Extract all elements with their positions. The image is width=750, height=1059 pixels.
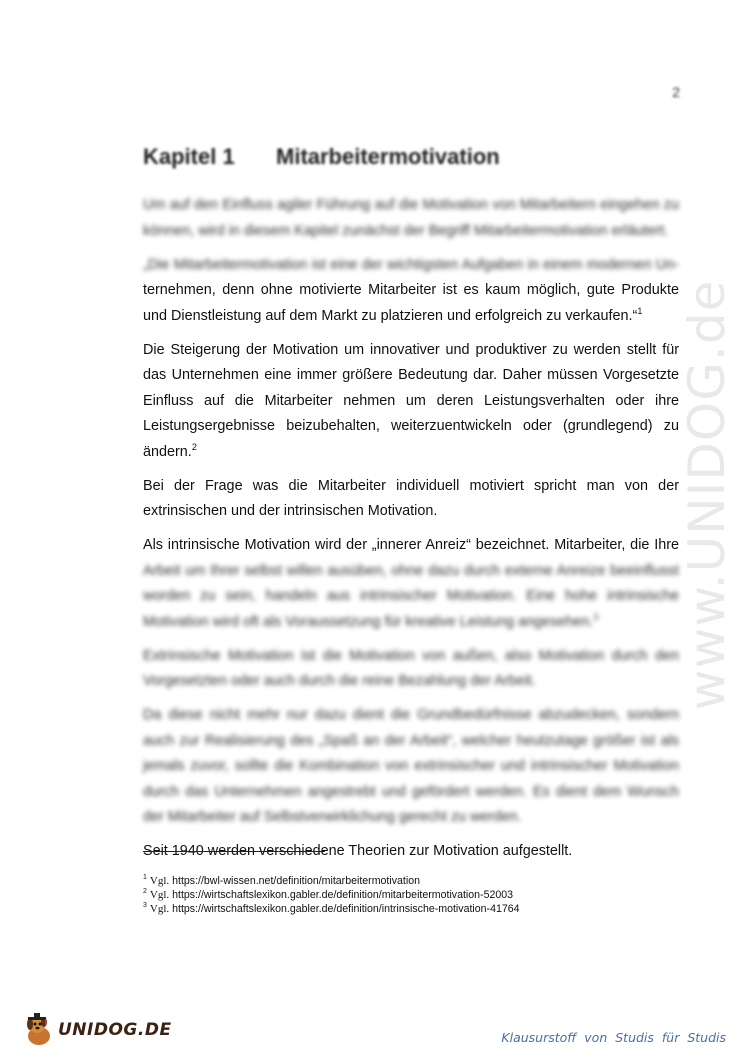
footnote-ref-2: 2 [191, 441, 197, 452]
dog-mascot-icon [22, 1012, 56, 1048]
footnotes [143, 874, 703, 916]
footnote-link[interactable]: https://bwl-wissen.net/definition/mitarbeitermotivation [172, 875, 420, 887]
paragraph-grundbeduerfnisse: Da diese nicht mehr nur dazu dient die Grundbedürfnisse abzudecken, sondern auch zur Realisierung des „Spaß an der Arbeit“, welcher heutzutage größer ist als jemals zuvor, sollte die Kombination von extrinsischer und intrinsischer Motivation durch das Unternehmen angestrebt und gefördert werden. Es dient dem Wunsch der Mitarbeiter auf Selbstverwirklichung gerecht zu werden. [143, 707, 679, 825]
paragraph-intrinsisch [143, 533, 679, 635]
paragraph-seit-1940: Seit 1940 werden verschiedene Theorien zur Motivation aufgestellt. [143, 843, 573, 859]
chapter-title: Mitarbeitermotivation [276, 144, 500, 169]
logo-text: UNIDOG.DE [58, 1020, 172, 1040]
tagline: Klausurstoff von Studis für Studis [501, 1030, 726, 1045]
footnote-prefix: Vgl. [149, 903, 170, 915]
footnote-prefix: Vgl. [149, 889, 170, 901]
paragraph-frage: Bei der Frage was die Mitarbeiter individuell motiviert spricht man von der extrinsischen und der intrinsischen Motivation. [143, 477, 679, 519]
paragraph-steigerung [143, 338, 679, 466]
paragraph-extrinsisch: Extrinsische Motivation ist die Motivation von außen, also Motivation durch den Vorgesetzten oder auch durch die reine Bezahlung der Arbeit. [143, 647, 679, 689]
intrinsisch-rest: Arbeit um Ihrer selbst willen ausüben, ohne dazu durch externe Anreize beeinflusst worden zu sein, handeln aus intrinsischer Motivation. Eine hohe intrinsische Motivation wird oft als Voraussetzung für kreative Leistung angesehen. [143, 562, 679, 630]
paragraph-quote [143, 253, 679, 330]
chapter-heading [143, 144, 683, 170]
footnote-link[interactable]: https://wirtschaftslexikon.gabler.de/definition/mitarbeitermotivation-52003 [172, 889, 514, 901]
chapter-number: Kapitel 1 [143, 144, 235, 169]
quote-text: ternehmen, denn ohne motivierte Mitarbeiter ist es kaum möglich, gute Produkte und Dienstleistung auf dem Markt zu platzieren und erfolgreich zu verkaufen.“ [143, 282, 679, 324]
watermark: www.UNIDOG.de [678, 279, 736, 711]
intrinsisch-first-line: Als intrinsische Motivation wird der „innerer Anreiz“ bezeichnet. Mitarbeiter, die Ihre [143, 537, 679, 553]
footnote-mark: 1 [143, 874, 147, 882]
footnote-ref-1: 1 [637, 305, 643, 316]
unidog-logo[interactable] [22, 1010, 172, 1050]
intrinsisch-text [143, 563, 679, 630]
footnote-1 [143, 874, 703, 888]
quote-first-line: „Die Mitarbeitermotivation ist eine der wichtigsten Aufgaben in einem modernen Un- [143, 256, 679, 273]
paragraph-intro: Um auf den Einfluss agiler Führung auf die Motivation von Mitarbeitern eingehen zu können, wird in diesem Kapitel zunächst der Begriff Mitarbeitermotivation erläutert. [143, 197, 679, 239]
footnote-divider [143, 851, 325, 852]
footnote-3 [143, 902, 703, 916]
footnote-ref-3: 3 [593, 611, 599, 622]
footnote-prefix: Vgl. [149, 875, 170, 887]
footnote-link[interactable]: https://wirtschaftslexikon.gabler.de/definition/intrinsische-motivation-41764 [172, 903, 520, 915]
body-text [143, 193, 679, 873]
page-number: 2 [672, 84, 680, 100]
footnote-mark: 2 [143, 888, 147, 896]
steigerung-text: Die Steigerung der Motivation um innovativer und produktiver zu werden stellt für das Unternehmen eine immer größere Bedeutung dar. Daher müssen Vorgesetzte Einfluss auf die Mitarbeiter nehmen um deren Leistungsverhalten oder ihre Leistungsergebnisse beizubehalten, weiterzuentwickeln oder (grundlegend) zu ändern. [143, 341, 679, 460]
footnote-mark: 3 [143, 902, 147, 910]
footnote-2 [143, 888, 703, 902]
